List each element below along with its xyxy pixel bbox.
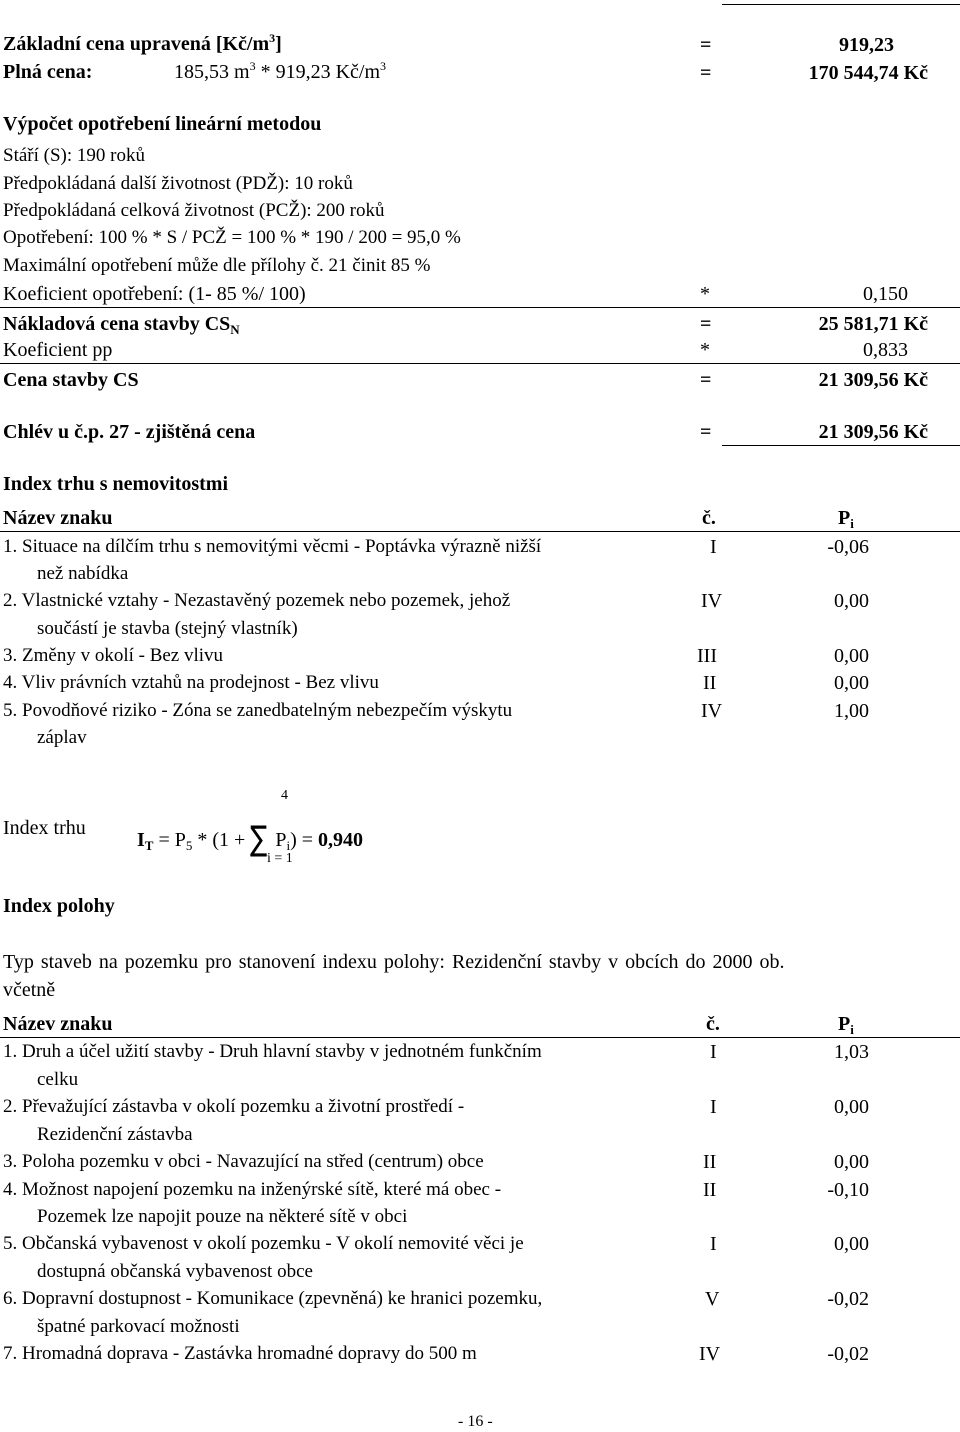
base-price-op: =: [700, 34, 712, 56]
found-price-label: Chlév u č.p. 27 - zjištěná cena: [3, 421, 256, 443]
row-text: než nabídka: [37, 563, 129, 584]
market-index-formula: $I_T = P_5 * (1$ + ∑ $P_i) = 0,940$: [137, 819, 364, 859]
formula-lower-bound: i = 1: [267, 851, 293, 866]
row-num: III: [697, 645, 717, 667]
market-header-rule: [0, 531, 960, 532]
row-value: -0,02: [827, 1343, 869, 1365]
row-num: I: [710, 536, 717, 558]
rule: [0, 363, 960, 364]
depreciation-line: Předpokládaná celková životnost (PCŽ): 200 roků: [3, 200, 385, 221]
row-num: IV: [701, 590, 723, 612]
row-value: -0,10: [827, 1179, 869, 1201]
row-text: 6. Dopravní dostupnost - Komunikace (zpevněná) ke hranici pozemku,: [3, 1288, 543, 1309]
row-num: IV: [701, 700, 723, 722]
row-num: II: [703, 672, 717, 694]
location-type-line: včetně: [3, 979, 56, 1001]
building-price-label: Cena stavby CS: [3, 369, 139, 391]
market-header-p: $P_i$: [838, 507, 854, 531]
full-price-op: =: [700, 62, 712, 84]
row-num: I: [710, 1096, 717, 1118]
full-price-label: Plná cena:: [3, 61, 93, 83]
row-text: 5. Povodňové riziko - Zóna se zanedbatelným nebezpečím výskytu: [3, 700, 513, 721]
location-type-line: Typ staveb na pozemku pro stanovení indexu polohy: Rezidenční stavby v obcích do 2000 ob.: [3, 951, 785, 973]
cost-price-value: 25 581,71 Kč: [818, 313, 928, 335]
row-value: 0,00: [834, 1096, 869, 1118]
market-index-title: Index trhu s nemovitostmi: [3, 473, 229, 495]
row-num: IV: [699, 1343, 721, 1365]
found-price-value: 21 309,56 Kč: [818, 421, 928, 443]
row-text: špatné parkovací možnosti: [37, 1316, 240, 1337]
found-price-underline: [722, 445, 960, 446]
row-value: -0,02: [827, 1288, 869, 1310]
base-price-label: Základní cena upravená $[Kč/m^3]$: [3, 31, 282, 55]
coef-pp-op: *: [700, 339, 710, 361]
top-rule: [722, 4, 960, 5]
page-number: - 16 -: [458, 1413, 493, 1430]
location-header-rule: [0, 1037, 960, 1038]
row-num: I: [710, 1041, 717, 1063]
row-text: celku: [37, 1069, 79, 1090]
location-header-p: $P_i$: [838, 1013, 854, 1037]
location-header-num: č.: [706, 1013, 720, 1035]
coef-wear-op: *: [700, 283, 710, 305]
row-text: dostupná občanská vybavenost obce: [37, 1261, 313, 1282]
formula-upper-bound: 4: [281, 788, 288, 803]
row-text: 1. Druh a účel užití stavby - Druh hlavní stavby v jednotném funkčním: [3, 1041, 542, 1062]
full-price-calc: 185,53 $m^3 * 919,23$ $Kč/m^3$: [174, 59, 386, 83]
row-value: 1,00: [834, 700, 869, 722]
location-header-name: Název znaku: [3, 1013, 113, 1035]
coef-pp-label: Koeficient pp: [3, 339, 113, 361]
row-text: součástí je stavba (stejný vlastník): [37, 618, 298, 639]
row-text: 2. Převažující zástavba v okolí pozemku a životní prostředí -: [3, 1096, 465, 1117]
row-text: 4. Vliv právních vztahů na prodejnost - Bez vlivu: [3, 672, 379, 693]
market-index-formula-label: Index trhu: [3, 817, 86, 839]
market-index-result: 0,940: [318, 829, 364, 851]
row-value: -0,06: [827, 536, 869, 558]
row-num: V: [705, 1288, 720, 1310]
sigma-icon: ∑: [250, 819, 268, 859]
coef-wear-label: Koeficient opotřebení: (1- 85 %/ 100): [3, 283, 306, 305]
building-price-op: =: [700, 369, 712, 391]
row-text: záplav: [37, 727, 87, 748]
row-value: 0,00: [834, 672, 869, 694]
building-price-value: 21 309,56 Kč: [818, 369, 928, 391]
coef-wear-value: 0,150: [863, 283, 908, 305]
row-text: 7. Hromadná doprava - Zastávka hromadné dopravy do 500 m: [3, 1343, 477, 1364]
row-text: 3. Změny v okolí - Bez vlivu: [3, 645, 224, 666]
row-value: 0,00: [834, 645, 869, 667]
row-value: 0,00: [834, 1151, 869, 1173]
row-value: 1,03: [834, 1041, 869, 1063]
cost-price-label: Nákladová cena stavby $CS_N$: [3, 313, 240, 337]
market-header-name: Název znaku: [3, 507, 113, 529]
base-price-value: 919,23: [839, 34, 894, 56]
rule: [0, 307, 960, 308]
depreciation-line: Maximální opotřebení může dle přílohy č. 21 činit 85 %: [3, 255, 431, 276]
row-text: 2. Vlastnické vztahy - Nezastavěný pozemek nebo pozemek, jehož: [3, 590, 511, 611]
full-price-value: 170 544,74 Kč: [808, 62, 928, 84]
depreciation-line: Opotřebení: 100 % * S / PCŽ = 100 % * 190 / 200 = 95,0 %: [3, 227, 461, 248]
row-num: II: [703, 1179, 717, 1201]
found-price-op: =: [700, 421, 712, 443]
row-text: 4. Možnost napojení pozemku na inženýrské sítě, které má obec -: [3, 1179, 502, 1200]
row-text: Pozemek lze napojit pouze na některé sítě v obci: [37, 1206, 408, 1227]
depreciation-line: Předpokládaná další životnost (PDŽ): 10 roků: [3, 173, 353, 194]
cost-price-op: =: [700, 313, 712, 335]
depreciation-title: Výpočet opotřebení lineární metodou: [3, 113, 322, 135]
row-num: I: [710, 1233, 717, 1255]
coef-pp-value: 0,833: [863, 339, 908, 361]
row-text: Rezidenční zástavba: [37, 1124, 193, 1145]
row-text: 3. Poloha pozemku v obci - Navazující na střed (centrum) obce: [3, 1151, 484, 1172]
location-index-title: Index polohy: [3, 895, 115, 917]
row-num: II: [703, 1151, 717, 1173]
row-value: 0,00: [834, 1233, 869, 1255]
market-header-num: č.: [702, 507, 716, 529]
depreciation-line: Stáří (S): 190 roků: [3, 145, 145, 166]
row-value: 0,00: [834, 590, 869, 612]
row-text: 1. Situace na dílčím trhu s nemovitými věcmi - Poptávka výrazně nižší: [3, 536, 542, 557]
row-text: 5. Občanská vybavenost v okolí pozemku - V okolí nemovité věci je: [3, 1233, 524, 1254]
